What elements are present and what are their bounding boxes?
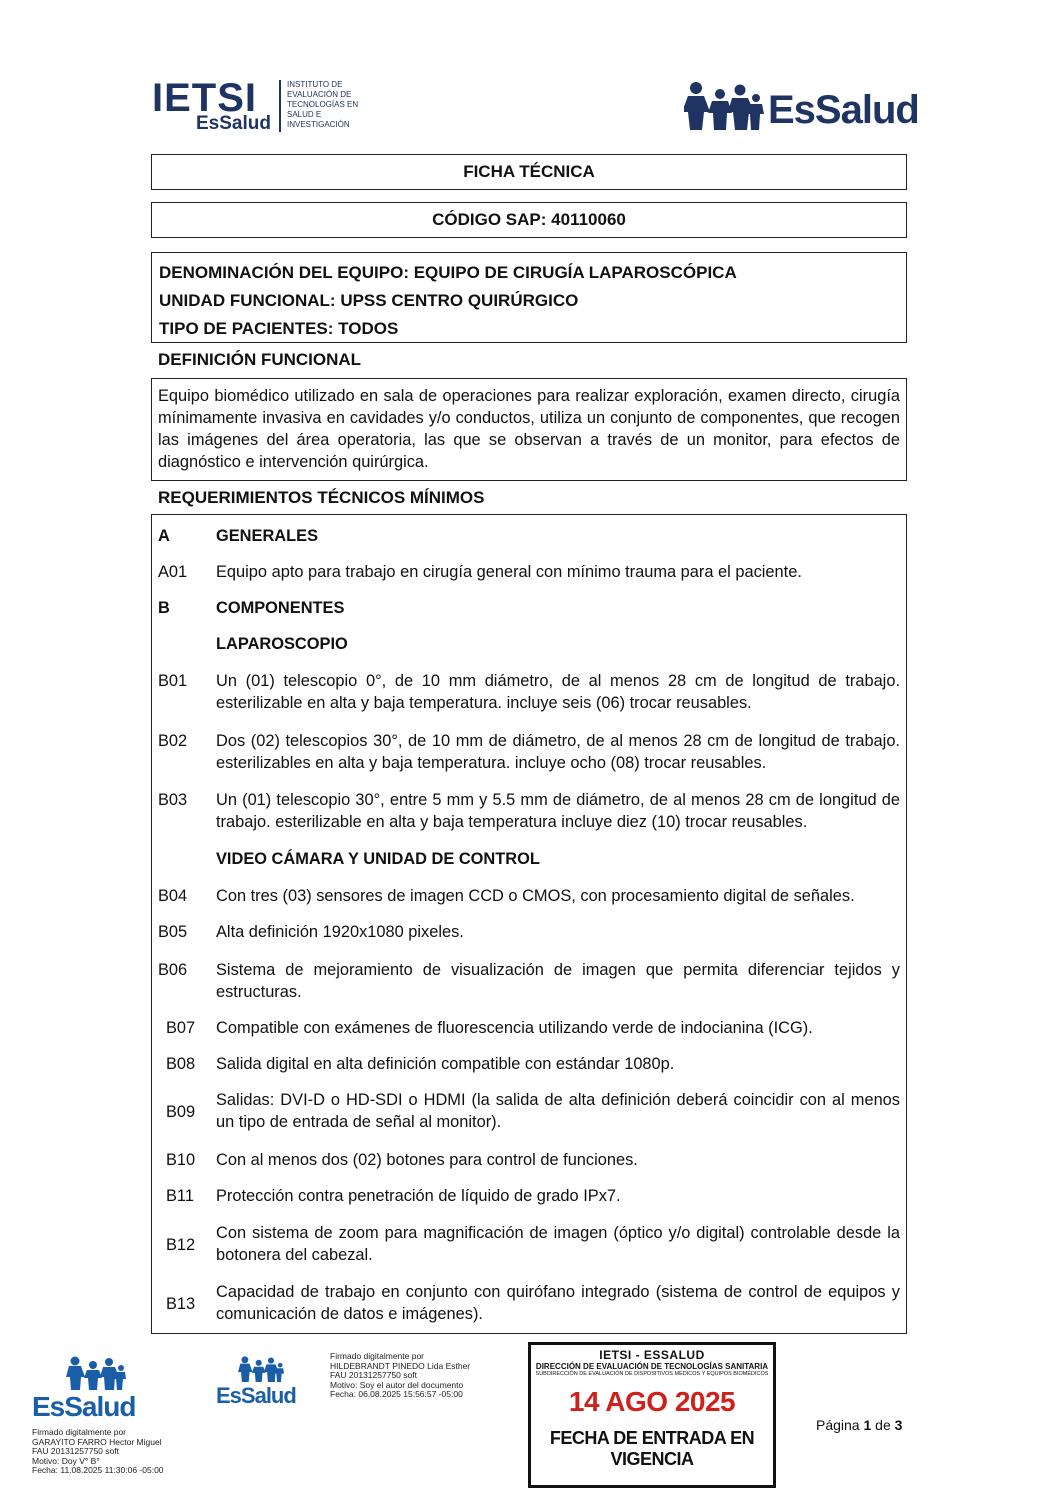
essalud-logo-footer — [216, 1355, 306, 1415]
functional-unit: UNIDAD FUNCIONAL: UPSS CENTRO QUIRÚRGICO — [159, 291, 579, 310]
essalud-logo — [684, 78, 919, 134]
patient-type: TIPO DE PACIENTES: TODOS — [159, 319, 399, 338]
requirement-code: B — [158, 599, 170, 617]
sap-code: CÓDIGO SAP: 40110060 — [151, 202, 907, 238]
requirement-text: Equipo apto para trabajo en cirugía general con mínimo trauma para el paciente. — [216, 563, 802, 581]
requirements-table — [151, 514, 907, 1334]
ietsi-logo-divider — [279, 80, 281, 132]
requirement-code: B09 — [166, 1103, 196, 1121]
document-title: FICHA TÉCNICA — [151, 154, 907, 190]
signature-line: Firmado digitalmente por — [330, 1351, 425, 1361]
ietsi-desc-line: INSTITUTO DE — [287, 80, 343, 89]
requirement-code: B12 — [166, 1236, 196, 1254]
requirement-text: COMPONENTES — [216, 599, 345, 617]
requirement-code: B07 — [166, 1019, 196, 1037]
requirement-text: Con sistema de zoom para magnificación de imagen (óptico y/o digital) controlable desde la botonera del cabezal. — [216, 1224, 900, 1264]
essalud-family-icon — [684, 80, 764, 132]
requirement-code: B01 — [158, 672, 188, 690]
essalud-wordmark: EsSalud — [32, 1391, 136, 1422]
requirement-text: Un (01) telescopio 0°, de 10 mm diámetro, de al menos 28 cm de longitud de trabajo. esterilizable en alta y baja temperatura. incluye seis (06) trocar reusables. — [216, 672, 900, 712]
digital-signature-left — [32, 1428, 164, 1476]
signature-line: Fecha: 06.08.2025 15:56:57 -05:00 — [330, 1389, 463, 1399]
requirement-text: GENERALES — [216, 527, 319, 545]
ietsi-desc-line: SALUD E — [287, 110, 322, 119]
requirement-text: Compatible con exámenes de fluorescencia utilizando verde de indocianina (ICG). — [216, 1019, 813, 1037]
ietsi-desc-line: TECNOLOGÍAS EN — [287, 100, 359, 109]
requirement-text: LAPAROSCOPIO — [216, 635, 348, 653]
page-number — [816, 1417, 902, 1433]
requirement-text: Sistema de mejoramiento de visualización de imagen que permita diferenciar tejidos y estructuras. — [216, 961, 900, 1001]
stamp-direction: DIRECCIÓN DE EVALUACIÓN DE TECNOLOGÍAS SANITARIA — [535, 1362, 769, 1371]
requirement-text: Salida digital en alta definición compatible con estándar 1080p. — [216, 1055, 675, 1073]
stamp-date: 14 AGO 2025 — [568, 1386, 736, 1417]
requirement-code: B06 — [158, 961, 188, 979]
requirement-code: B08 — [166, 1055, 196, 1073]
equipment-info — [151, 252, 907, 343]
requirement-code: B04 — [158, 887, 188, 905]
stamp-subdirection: SUBDIRECCIÓN DE EVALUACIÓN DE DISPOSITIVOS MÉDICOS Y EQUIPOS BIOMÉDICOS — [535, 1371, 769, 1377]
requirement-code: B11 — [166, 1187, 194, 1205]
essalud-family-icon — [238, 1355, 284, 1383]
ietsi-logo-text: IETSI — [152, 76, 258, 120]
requirement-text: Protección contra penetración de líquido de grado IPx7. — [216, 1187, 621, 1205]
signature-line: HILDEBRANDT PINEDO Lida Esther — [330, 1360, 471, 1371]
ietsi-desc-line: EVALUACIÓN DE — [287, 90, 352, 99]
definition-text: Equipo biomédico utilizado en sala de operaciones para realizar exploración, examen directo, cirugía mínimamente invasiva en cavidades y/o conductos, utiliza un conjunto de componentes, que recogen las imágenes del área operatoria, las que se observan a través de un monitor, para efectos de diagnóstico e intervención quirúrgica. — [158, 387, 900, 471]
requirement-code: B13 — [166, 1295, 196, 1313]
essalud-wordmark: EsSalud — [216, 1383, 296, 1408]
ietsi-logo-essalud: EsSalud — [196, 113, 271, 134]
validity-stamp — [528, 1342, 776, 1488]
requirement-text: Dos (02) telescopios 30°, de 10 mm de diámetro, de al menos 28 cm de longitud de trabajo. esterilizables en alta y baja temperatura. incluye ocho (08) trocar reusables. — [216, 732, 900, 772]
essalud-family-icon — [66, 1355, 126, 1391]
requirement-text: Con tres (03) sensores de imagen CCD o CMOS, con procesamiento digital de señales. — [216, 887, 855, 905]
stamp-label: FECHA DE ENTRADA EN VIGENCIA — [549, 1428, 755, 1469]
digital-signature-middle — [330, 1352, 470, 1400]
page-sep: de — [875, 1417, 891, 1433]
requirement-code: B10 — [166, 1151, 196, 1169]
essalud-wordmark: EsSalud — [768, 88, 919, 132]
page-current: 1 — [863, 1417, 872, 1433]
stamp-org: IETSI - ESSALUD — [599, 1348, 705, 1362]
ietsi-logo-description — [287, 80, 377, 130]
requirement-text: Con al menos dos (02) botones para control de funciones. — [216, 1151, 638, 1169]
signature-line: FAU 20131257750 soft — [32, 1446, 119, 1456]
ietsi-logo — [152, 78, 372, 136]
page-total: 3 — [894, 1417, 903, 1433]
requirement-text: VIDEO CÁMARA Y UNIDAD DE CONTROL — [216, 850, 540, 868]
signature-line: Motivo: Soy el autor del documento — [330, 1379, 464, 1390]
definition-heading: DEFINICIÓN FUNCIONAL — [158, 350, 362, 369]
signature-line: Firmado digitalmente por — [32, 1427, 127, 1437]
definition-box — [151, 378, 907, 481]
essalud-logo-footer — [32, 1355, 152, 1425]
ietsi-desc-line: INVESTIGACIÓN — [287, 120, 350, 129]
signature-line: FAU 20131257750 soft — [330, 1370, 417, 1380]
requirement-code: A01 — [158, 563, 188, 581]
page-prefix: Página — [816, 1417, 860, 1433]
requirement-text: Alta definición 1920x1080 pixeles. — [216, 923, 464, 941]
requirement-text: Un (01) telescopio 30°, entre 5 mm y 5.5 mm de diámetro, de al menos 28 cm de longitud de trabajo. esterilizable en alta y baja temperatura incluye diez (10) trocar reusables. — [216, 791, 900, 831]
equipment-name: DENOMINACIÓN DEL EQUIPO: EQUIPO DE CIRUGÍA LAPAROSCÓPICA — [159, 263, 737, 282]
requirement-code: B02 — [158, 732, 188, 750]
requirement-code: B05 — [158, 923, 188, 941]
requirement-text: Salidas: DVI-D o HD-SDI o HDMI (la salida de alta definición deberá coincidir con al menos un tipo de entrada de señal al monitor). — [216, 1091, 900, 1131]
requirements-heading: REQUERIMIENTOS TÉCNICOS MÍNIMOS — [158, 488, 485, 507]
signature-line: Fecha: 11.08.2025 11:30:06 -05:00 — [32, 1465, 164, 1475]
requirement-text: Capacidad de trabajo en conjunto con quirófano integrado (sistema de control de equipos y comunicación de datos e imágenes). — [216, 1283, 900, 1323]
signature-line: GARAYITO FARRO Hector Miguel — [32, 1436, 162, 1447]
signature-line: Motivo: Doy V° B° — [32, 1455, 100, 1466]
requirement-code: B03 — [158, 791, 188, 809]
requirement-code: A — [158, 527, 170, 545]
